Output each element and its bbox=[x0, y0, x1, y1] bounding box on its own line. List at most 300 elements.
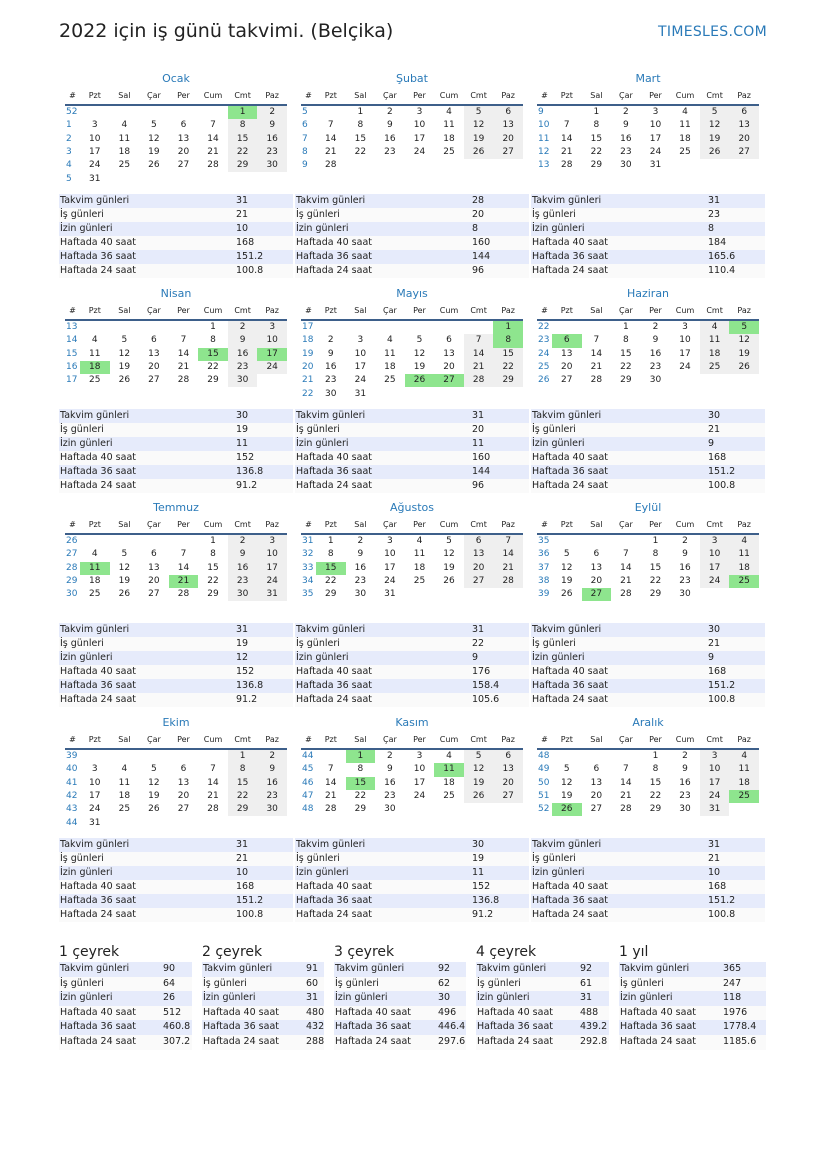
empty-day-cell bbox=[198, 172, 228, 185]
day-cell: 17 bbox=[649, 133, 662, 144]
week-number: 45 bbox=[302, 764, 314, 775]
day-cell: 5 bbox=[121, 549, 128, 560]
day-cell: 6 bbox=[180, 764, 187, 775]
week-number: 4 bbox=[66, 160, 72, 171]
day-cell: 27 bbox=[177, 160, 190, 171]
summary-value: 92 bbox=[580, 963, 593, 974]
weekend-day-cell: 23 bbox=[257, 790, 287, 803]
empty-day-cell bbox=[405, 159, 435, 172]
stat-value: 19 bbox=[236, 638, 249, 649]
day-cell: 13 bbox=[443, 348, 455, 359]
summary-value: 26 bbox=[163, 992, 176, 1004]
empty-day-cell bbox=[139, 534, 169, 548]
weekday-header: Cmt bbox=[700, 516, 730, 534]
day-cell: 7 bbox=[180, 549, 187, 560]
stat-value: 165.6 bbox=[708, 251, 736, 262]
stat-label: Haftada 24 saat bbox=[60, 909, 136, 920]
weekday-header: Cmt bbox=[464, 516, 494, 534]
day-cell: 15 bbox=[207, 562, 219, 573]
stat-row bbox=[295, 437, 529, 451]
stat-value: 136.8 bbox=[236, 466, 264, 477]
day-cell: 16 bbox=[620, 133, 632, 144]
stat-row bbox=[531, 679, 765, 693]
weekend-day-cell: 7 bbox=[493, 534, 523, 548]
summary-label: İzin günleri bbox=[60, 992, 113, 1004]
day-cell: 11 bbox=[413, 549, 426, 560]
empty-day-cell bbox=[700, 159, 730, 172]
day-cell: 22 bbox=[325, 576, 337, 587]
day-cell: 14 bbox=[177, 562, 190, 573]
empty-day-cell bbox=[80, 749, 110, 763]
month-name: Mart bbox=[635, 72, 661, 85]
summary-value: 307.2 bbox=[163, 1036, 191, 1047]
month-name: Aralık bbox=[632, 716, 664, 729]
empty-day-cell bbox=[729, 803, 759, 816]
week-number: 12 bbox=[538, 147, 550, 158]
weekend-day-cell: 26 bbox=[464, 790, 494, 803]
weekend-day-cell: 16 bbox=[257, 777, 287, 790]
stat-value: 151.2 bbox=[708, 466, 736, 477]
month-stats bbox=[59, 623, 293, 707]
summary-value: 61 bbox=[580, 977, 593, 989]
week-row bbox=[301, 334, 523, 347]
stat-value: 96 bbox=[472, 480, 485, 491]
holiday-day-cell: 26 bbox=[405, 374, 435, 387]
summary-row bbox=[334, 962, 466, 977]
day-cell: 10 bbox=[413, 764, 426, 775]
holiday-day-cell: 25 bbox=[729, 790, 759, 803]
stat-label: Takvim günleri bbox=[532, 839, 602, 850]
summary-value: 1976 bbox=[723, 1006, 748, 1018]
stat-label: İş günleri bbox=[296, 424, 340, 435]
empty-day-cell bbox=[139, 172, 169, 185]
summary-label: Takvim günleri bbox=[203, 963, 273, 974]
weekday-header: Cum bbox=[434, 731, 464, 749]
week-number-header: # bbox=[537, 87, 552, 105]
stat-value: 9 bbox=[472, 652, 479, 663]
holiday-day-cell: 1 bbox=[346, 749, 376, 763]
empty-day-cell bbox=[405, 803, 435, 816]
day-cell: 14 bbox=[620, 562, 632, 573]
day-cell: 17 bbox=[413, 133, 426, 144]
stat-value: 8 bbox=[708, 223, 715, 234]
stat-value: 151.2 bbox=[236, 895, 264, 906]
empty-day-cell bbox=[405, 387, 435, 400]
stat-row bbox=[295, 679, 529, 693]
summary-label: Haftada 24 saat bbox=[477, 1036, 553, 1047]
day-cell: 25 bbox=[384, 375, 396, 386]
week-number: 34 bbox=[302, 576, 314, 587]
weekday-header: Paz bbox=[493, 87, 523, 105]
week-number: 10 bbox=[538, 120, 550, 131]
day-cell: 8 bbox=[210, 549, 216, 560]
day-cell: 28 bbox=[561, 160, 573, 171]
week-row bbox=[301, 361, 523, 374]
day-cell: 18 bbox=[679, 133, 691, 144]
week-row bbox=[537, 803, 759, 816]
summary-label: Haftada 36 saat bbox=[203, 1021, 279, 1033]
empty-day-cell bbox=[464, 159, 494, 172]
stat-label: İzin günleri bbox=[296, 652, 349, 663]
weekend-day-cell: 17 bbox=[700, 777, 730, 790]
stat-label: Haftada 36 saat bbox=[60, 680, 136, 691]
stat-row bbox=[531, 222, 765, 236]
day-cell: 15 bbox=[649, 562, 662, 573]
week-row bbox=[301, 749, 523, 763]
stat-label: Haftada 24 saat bbox=[532, 480, 608, 491]
stat-label: İş günleri bbox=[296, 853, 340, 864]
summary-row bbox=[59, 1006, 192, 1021]
stat-row bbox=[531, 693, 765, 707]
weekend-day-cell: 18 bbox=[729, 562, 759, 575]
empty-day-cell bbox=[670, 374, 700, 387]
summary-label: İş günleri bbox=[620, 977, 664, 989]
day-cell: 14 bbox=[325, 777, 337, 788]
empty-day-cell bbox=[139, 105, 169, 119]
stat-row bbox=[295, 222, 529, 236]
day-cell: 2 bbox=[357, 536, 364, 547]
day-cell: 3 bbox=[91, 120, 98, 131]
empty-day-cell bbox=[110, 749, 140, 763]
weekday-header-row bbox=[65, 516, 287, 534]
stat-value: 22 bbox=[472, 638, 485, 649]
weekend-day-cell: 6 bbox=[493, 105, 523, 119]
stat-value: 110.4 bbox=[708, 265, 736, 276]
weekday-header: Sal bbox=[582, 731, 612, 749]
day-cell: 12 bbox=[148, 133, 160, 144]
empty-day-cell bbox=[169, 816, 199, 829]
stat-row bbox=[59, 208, 293, 222]
weekday-header: Çar bbox=[611, 516, 641, 534]
empty-day-cell bbox=[375, 159, 405, 172]
day-cell: 23 bbox=[679, 791, 691, 802]
day-cell: 30 bbox=[679, 589, 691, 600]
stat-value: 31 bbox=[236, 624, 249, 635]
summary-value: 90 bbox=[163, 963, 176, 974]
summary-value: 480 bbox=[306, 1006, 325, 1018]
weekday-header: Çar bbox=[375, 516, 405, 534]
weekend-day-cell: 19 bbox=[729, 348, 759, 361]
summary-row bbox=[202, 962, 324, 977]
weekend-day-cell: 25 bbox=[700, 361, 730, 374]
day-cell: 10 bbox=[89, 777, 101, 788]
summary-row bbox=[619, 977, 766, 992]
summary-row bbox=[476, 962, 609, 977]
empty-day-cell bbox=[434, 159, 464, 172]
stat-label: İş günleri bbox=[532, 209, 576, 220]
summary-label: İş günleri bbox=[203, 977, 247, 989]
day-cell: 14 bbox=[561, 133, 573, 144]
weekend-day-cell: 7 bbox=[464, 334, 494, 347]
stat-row bbox=[59, 894, 293, 908]
weekend-day-cell: 4 bbox=[700, 320, 730, 334]
stat-value: 28 bbox=[472, 195, 485, 206]
day-cell: 24 bbox=[384, 576, 396, 587]
day-cell: 21 bbox=[207, 147, 219, 158]
day-cell: 8 bbox=[593, 120, 600, 131]
weekday-header: Per bbox=[169, 516, 199, 534]
week-number: 18 bbox=[302, 335, 314, 346]
week-row bbox=[65, 348, 287, 361]
weekday-header: Çar bbox=[375, 302, 405, 320]
week-number-header: # bbox=[65, 87, 80, 105]
weekend-day-cell: 31 bbox=[700, 803, 730, 816]
stat-label: İş günleri bbox=[60, 853, 104, 864]
day-cell: 13 bbox=[177, 777, 190, 788]
day-cell: 26 bbox=[561, 589, 573, 600]
stat-label: Takvim günleri bbox=[296, 195, 366, 206]
day-cell: 22 bbox=[354, 791, 367, 802]
weekend-day-cell: 20 bbox=[493, 133, 523, 146]
day-cell: 21 bbox=[561, 147, 573, 158]
day-cell: 11 bbox=[443, 120, 455, 131]
day-cell: 11 bbox=[679, 120, 691, 131]
summary-row bbox=[619, 1020, 766, 1035]
stat-label: Takvim günleri bbox=[532, 624, 602, 635]
week-number: 47 bbox=[302, 791, 314, 802]
week-number: 8 bbox=[302, 147, 308, 158]
weekend-day-cell: 3 bbox=[257, 320, 287, 334]
week-row bbox=[537, 320, 759, 334]
weekend-day-cell: 2 bbox=[228, 320, 258, 334]
holiday-day-cell: 18 bbox=[80, 361, 110, 374]
stat-row bbox=[295, 908, 529, 922]
summary-row bbox=[619, 1006, 766, 1021]
day-cell: 10 bbox=[354, 348, 367, 359]
stat-row bbox=[531, 852, 765, 866]
stat-label: Haftada 24 saat bbox=[532, 694, 608, 705]
week-row bbox=[537, 119, 759, 132]
holiday-day-cell: 5 bbox=[729, 320, 759, 334]
day-cell: 7 bbox=[327, 764, 334, 775]
summary-label: Haftada 24 saat bbox=[60, 1036, 136, 1047]
summary-label: Haftada 36 saat bbox=[335, 1021, 411, 1033]
day-cell: 1 bbox=[652, 536, 659, 547]
weekday-header: Per bbox=[405, 731, 435, 749]
stat-row bbox=[531, 236, 765, 250]
week-number-header: # bbox=[65, 731, 80, 749]
weekday-header: Per bbox=[169, 302, 199, 320]
day-cell: 23 bbox=[649, 362, 662, 373]
summary-value: 91 bbox=[306, 963, 319, 974]
month-grid bbox=[65, 731, 287, 830]
weekend-day-cell: 29 bbox=[228, 803, 258, 816]
weekend-day-cell: 12 bbox=[464, 119, 494, 132]
stat-value: 21 bbox=[708, 638, 721, 649]
stat-row bbox=[59, 194, 293, 208]
weekday-header: Pzt bbox=[316, 87, 346, 105]
stat-row bbox=[59, 423, 293, 437]
day-cell: 15 bbox=[590, 133, 603, 144]
stat-label: Haftada 24 saat bbox=[296, 909, 372, 920]
week-row bbox=[301, 575, 523, 588]
weekday-header-row bbox=[537, 731, 759, 749]
summary-label: Haftada 40 saat bbox=[60, 1006, 136, 1018]
day-cell: 24 bbox=[413, 791, 426, 802]
holiday-day-cell: 17 bbox=[257, 348, 287, 361]
weekend-day-cell: 9 bbox=[257, 119, 287, 132]
day-cell: 7 bbox=[210, 764, 216, 775]
week-number: 29 bbox=[66, 576, 78, 587]
stat-row bbox=[295, 451, 529, 465]
stat-row bbox=[59, 651, 293, 665]
weekend-day-cell: 27 bbox=[493, 790, 523, 803]
stat-row bbox=[531, 651, 765, 665]
stat-row bbox=[531, 250, 765, 264]
day-cell: 24 bbox=[89, 804, 101, 815]
weekend-day-cell: 30 bbox=[228, 374, 258, 387]
summary-row bbox=[476, 977, 609, 992]
week-row bbox=[537, 790, 759, 803]
empty-day-cell bbox=[582, 749, 612, 763]
week-row bbox=[537, 105, 759, 119]
stat-row bbox=[531, 665, 765, 679]
stat-row bbox=[295, 880, 529, 894]
weekend-day-cell: 3 bbox=[700, 534, 730, 548]
month-calendar bbox=[537, 71, 759, 172]
weekend-day-cell: 3 bbox=[257, 534, 287, 548]
weekday-header: Çar bbox=[139, 87, 169, 105]
day-cell: 3 bbox=[682, 322, 688, 333]
day-cell: 27 bbox=[148, 589, 160, 600]
stat-label: İş günleri bbox=[60, 209, 104, 220]
week-number-header: # bbox=[301, 302, 316, 320]
week-row bbox=[301, 374, 523, 387]
day-cell: 27 bbox=[177, 804, 190, 815]
stat-value: 168 bbox=[708, 881, 727, 892]
week-number: 9 bbox=[302, 160, 308, 171]
weekday-header: Paz bbox=[257, 516, 287, 534]
empty-day-cell bbox=[169, 172, 199, 185]
day-cell: 14 bbox=[325, 133, 337, 144]
day-cell: 19 bbox=[443, 562, 455, 573]
stat-row bbox=[59, 866, 293, 880]
summary-row bbox=[619, 1035, 766, 1050]
day-cell: 13 bbox=[148, 348, 160, 359]
stat-value: 21 bbox=[708, 853, 721, 864]
month-name: Ekim bbox=[162, 716, 190, 729]
summary-row bbox=[59, 1035, 192, 1050]
weekend-day-cell: 13 bbox=[464, 548, 494, 561]
month-name: Ağustos bbox=[390, 501, 434, 514]
holiday-day-cell: 15 bbox=[198, 348, 228, 361]
stat-label: Haftada 36 saat bbox=[296, 680, 372, 691]
day-cell: 10 bbox=[649, 120, 662, 131]
empty-day-cell bbox=[257, 374, 287, 387]
brand-link[interactable]: TIMESLES.COM bbox=[658, 24, 767, 40]
day-cell: 26 bbox=[443, 576, 455, 587]
empty-day-cell bbox=[434, 320, 464, 334]
week-row bbox=[301, 320, 523, 334]
summary-value: 118 bbox=[723, 992, 742, 1004]
holiday-day-cell: 1 bbox=[493, 320, 523, 334]
empty-day-cell bbox=[552, 105, 582, 119]
empty-day-cell bbox=[405, 588, 435, 601]
stat-row bbox=[531, 637, 765, 651]
day-cell: 4 bbox=[682, 107, 688, 118]
week-number: 3 bbox=[66, 147, 72, 158]
empty-day-cell bbox=[169, 320, 199, 334]
weekday-header-row bbox=[301, 516, 523, 534]
week-number: 49 bbox=[538, 764, 550, 775]
stat-row bbox=[295, 465, 529, 479]
summary-title: 3 çeyrek bbox=[334, 944, 395, 960]
week-row bbox=[301, 348, 523, 361]
empty-day-cell bbox=[316, 749, 346, 763]
empty-day-cell bbox=[729, 159, 759, 172]
week-number: 38 bbox=[538, 576, 550, 587]
week-number-header: # bbox=[65, 302, 80, 320]
stat-row bbox=[295, 866, 529, 880]
summary-row bbox=[59, 991, 192, 1006]
day-cell: 12 bbox=[118, 562, 131, 573]
stat-value: 10 bbox=[236, 867, 249, 878]
summary-value: 92 bbox=[438, 963, 451, 974]
day-cell: 7 bbox=[623, 764, 629, 775]
week-row bbox=[65, 803, 287, 816]
weekend-day-cell: 27 bbox=[464, 575, 494, 588]
summary-row bbox=[59, 977, 192, 992]
day-cell: 31 bbox=[89, 173, 101, 184]
week-row bbox=[65, 361, 287, 374]
week-row bbox=[65, 105, 287, 119]
week-number: 7 bbox=[302, 133, 308, 144]
weekday-header: Pzt bbox=[552, 731, 582, 749]
summary-label: İzin günleri bbox=[477, 992, 530, 1004]
weekday-header: Çar bbox=[375, 87, 405, 105]
empty-day-cell bbox=[80, 320, 110, 334]
stat-row bbox=[531, 194, 765, 208]
day-cell: 6 bbox=[593, 549, 600, 560]
week-number: 17 bbox=[302, 322, 314, 333]
weekend-day-cell: 28 bbox=[493, 575, 523, 588]
empty-day-cell bbox=[729, 374, 759, 387]
week-row bbox=[537, 146, 759, 159]
empty-day-cell bbox=[110, 816, 140, 829]
weekend-day-cell: 5 bbox=[464, 749, 494, 763]
stat-value: 31 bbox=[708, 195, 721, 206]
stat-value: 168 bbox=[708, 452, 727, 463]
stat-value: 31 bbox=[472, 410, 485, 421]
week-number: 52 bbox=[66, 107, 78, 118]
empty-day-cell bbox=[464, 387, 494, 400]
weekend-day-cell: 15 bbox=[228, 777, 258, 790]
weekend-day-cell: 11 bbox=[729, 763, 759, 776]
stat-value: 91.2 bbox=[236, 480, 258, 491]
weekend-day-cell: 20 bbox=[464, 562, 494, 575]
day-cell: 13 bbox=[561, 348, 573, 359]
stat-label: Haftada 36 saat bbox=[532, 895, 608, 906]
week-number-header: # bbox=[65, 516, 80, 534]
weekend-day-cell: 12 bbox=[464, 763, 494, 776]
weekday-header: Sal bbox=[110, 302, 140, 320]
weekday-header: Per bbox=[405, 302, 435, 320]
day-cell: 15 bbox=[649, 777, 662, 788]
stat-label: Takvim günleri bbox=[532, 410, 602, 421]
week-row bbox=[537, 777, 759, 790]
day-cell: 9 bbox=[623, 120, 629, 131]
weekend-day-cell: 30 bbox=[257, 803, 287, 816]
stat-value: 152 bbox=[236, 666, 255, 677]
week-row bbox=[65, 133, 287, 146]
stat-label: Haftada 24 saat bbox=[532, 265, 608, 276]
stat-value: 152 bbox=[472, 881, 491, 892]
weekday-header: Sal bbox=[110, 87, 140, 105]
empty-day-cell bbox=[198, 749, 228, 763]
weekday-header: Cmt bbox=[228, 302, 258, 320]
weekend-day-cell: 18 bbox=[700, 348, 730, 361]
month-grid bbox=[537, 87, 759, 172]
